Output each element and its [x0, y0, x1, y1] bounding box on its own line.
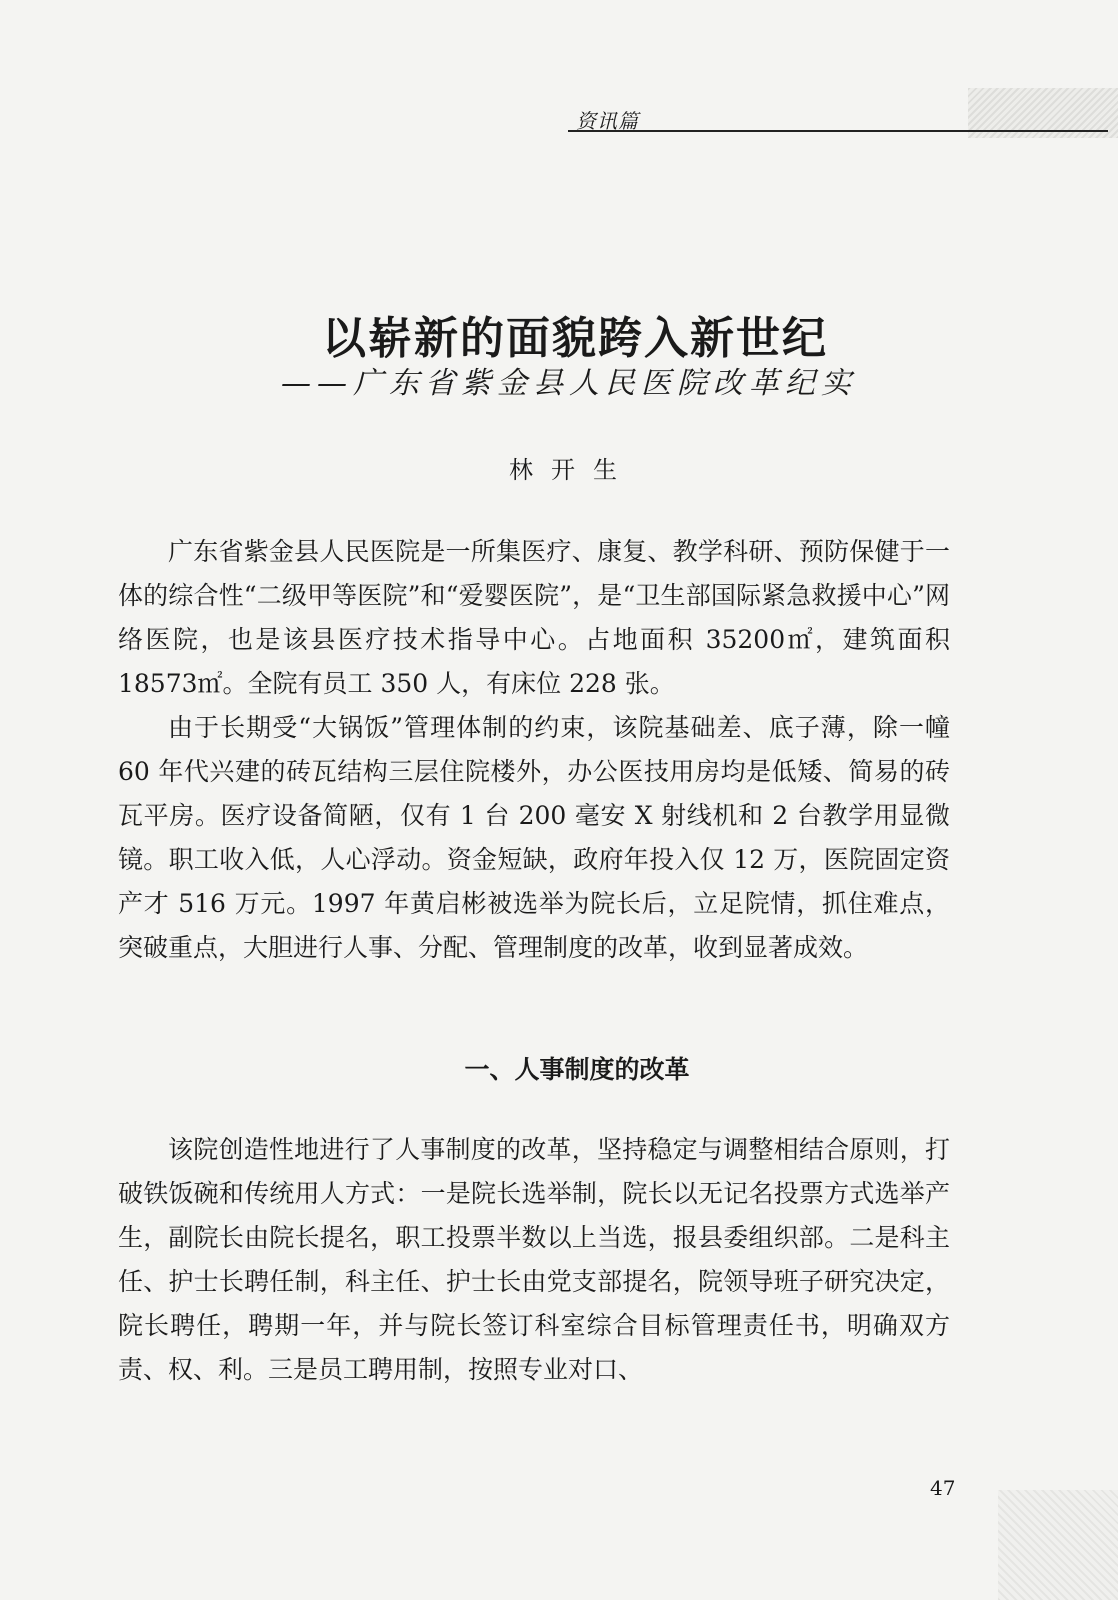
article-subtitle: ——广东省紫金县人民医院改革纪实 — [281, 366, 857, 401]
article-title: 以崭新的面貌跨入新世纪 — [322, 313, 828, 364]
article-author: 林开生 — [509, 456, 635, 484]
section-heading: 一、人事制度的改革 — [464, 1055, 690, 1084]
page-number: 47 — [930, 1476, 956, 1500]
body-paragraph: 由于长期受“大锅饭”管理体制的约束，该院基础差、底子薄，除一幢 60 年代兴建的砖瓦结构三层住院楼外，办公医技用房均是低矮、简易的砖瓦平房。医疗设备简陋，仅有 1 台 200 毫安 X 射线机和 2 台教学用显微镜。职工收入低，人心浮动。资金短缺，政府年投入仅 12 万，医院固定资产才 516 万元。1997 年黄启彬被选举为院长后，立足院情，抓住难点，突破重点，大胆进行人事、分配、管理制度的改革，收到显著成效。 — [118, 713, 950, 962]
header-rule — [568, 130, 1108, 132]
scan-shade — [998, 1490, 1118, 1600]
body-paragraph: 广东省紫金县人民医院是一所集医疗、康复、教学科研、预防保健于一体的综合性“二级甲等医院”和“爱婴医院”，是“卫生部国际紧急救援中心”网络医院，也是该县医疗技术指导中心。占地面积 35200㎡，建筑面积 18573㎡。全院有员工 350 人，有床位 228 张。 — [118, 537, 950, 698]
running-header-section-label: 资讯篇 — [576, 109, 639, 133]
body-paragraph: 该院创造性地进行了人事制度的改革，坚持稳定与调整相结合原则，打破铁饭碗和传统用人方式：一是院长选举制，院长以无记名投票方式选举产生，副院长由院长提名，职工投票半数以上当选，报县委组织部。二是科主任、护士长聘任制，科主任、护士长由党支部提名，院领导班子研究决定，院长聘任，聘期一年，并与院长签订科室综合目标管理责任书，明确双方责、权、利。三是员工聘用制，按照专业对口、 — [118, 1135, 950, 1384]
